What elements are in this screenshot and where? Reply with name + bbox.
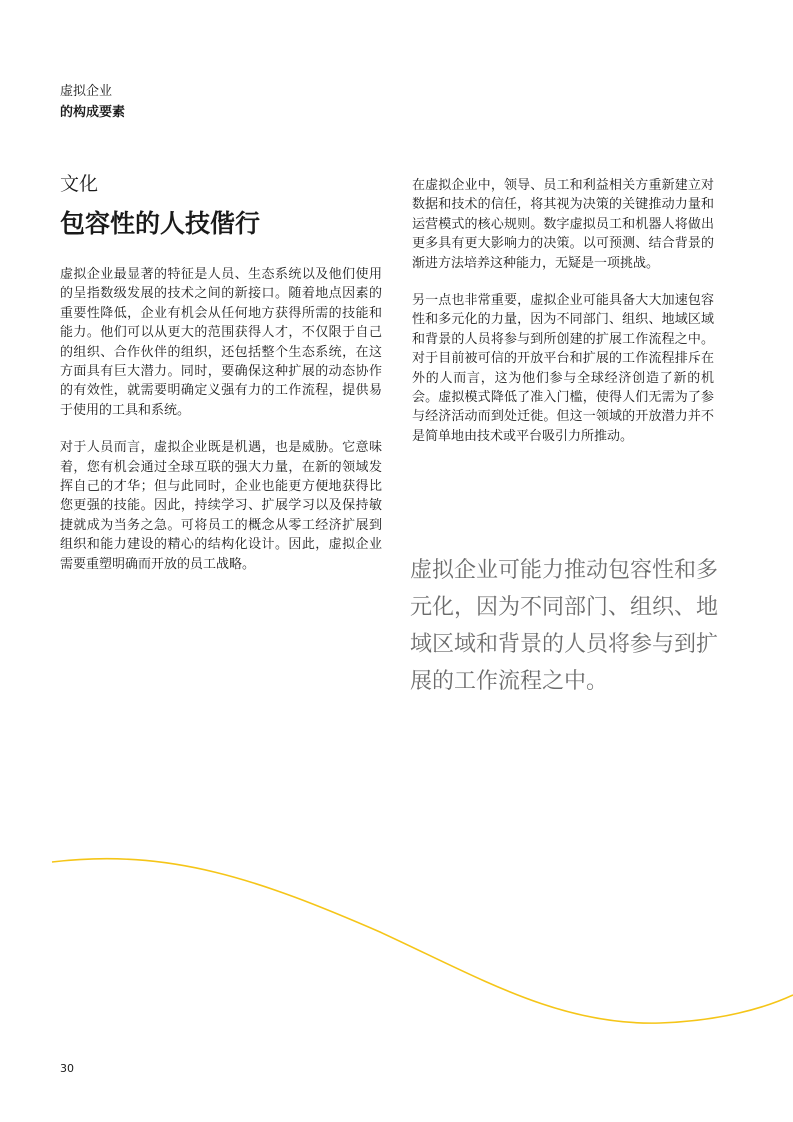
section-kicker: 文化	[60, 173, 99, 195]
right-column	[412, 176, 714, 446]
section-title: 包容性的人技偕行	[60, 209, 261, 238]
header-line-1: 虚拟企业	[60, 84, 113, 99]
curve-line	[52, 859, 793, 1023]
left-paragraph-2: 对于人员而言，虚拟企业既是机遇，也是威胁。它意味着，您有机会通过全球互联的强大力量，在新的领域发挥自己的才华；但与此同时，企业也能更方便地获得比您更强的技能。因此，持续学习、扩展学习以及保持敏捷就成为当务之急。可将员工的概念从零工经济扩展到组织和能力建设的精心的结构化设计。因此，虚拟企业需要重塑明确而开放的员工战略。	[60, 440, 382, 572]
right-paragraph-2: 另一点也非常重要，虚拟企业可能具备大大加速包容性和多元化的力量，因为不同部门、组织、地域区域和背景的人员将参与到所创建的扩展工作流程之中。对于目前被可信的开放平台和扩展的工作流程排斥在外的人而言，这为他们参与全球经济创造了新的机会。虚拟模式降低了准入门槛，使得人们无需为了参与经济活动而到处迁徙。但这一领域的开放潜力并不是简单地由技术或平台吸引力所推动。	[412, 293, 714, 444]
page-number: 30	[60, 1062, 74, 1075]
left-paragraph-1: 虚拟企业最显著的特征是人员、生态系统以及他们使用的呈指数级发展的技术之间的新接口。随着地点因素的重要性降低，企业有机会从任何地方获得所需的技能和能力。他们可以从更大的范围获得人才，不仅限于自己的组织、合作伙伴的组织，还包括整个生态系统，在这方面具有巨大潜力。同时，要确保这种扩展的动态协作的有效性，就需要明确定义强有力的工作流程，提供易于使用的工具和系统。	[60, 267, 382, 418]
decorative-curve	[0, 840, 793, 1040]
pull-quote: 虚拟企业可能力推动包容性和多元化，因为不同部门、组织、地域区域和背景的人员将参与到扩展的工作流程之中。	[410, 558, 719, 694]
left-column	[60, 170, 382, 574]
running-header	[60, 81, 125, 123]
right-paragraph-1: 在虚拟企业中，领导、员工和利益相关方重新建立对数据和技术的信任，将其视为决策的关键推动力量和运营模式的核心规则。数字虚拟员工和机器人将做出更多具有更大影响力的决策。以可预测、结合背景的渐进方法培养这种能力，无疑是一项挑战。	[412, 178, 714, 271]
header-line-2: 的构成要素	[60, 105, 126, 120]
